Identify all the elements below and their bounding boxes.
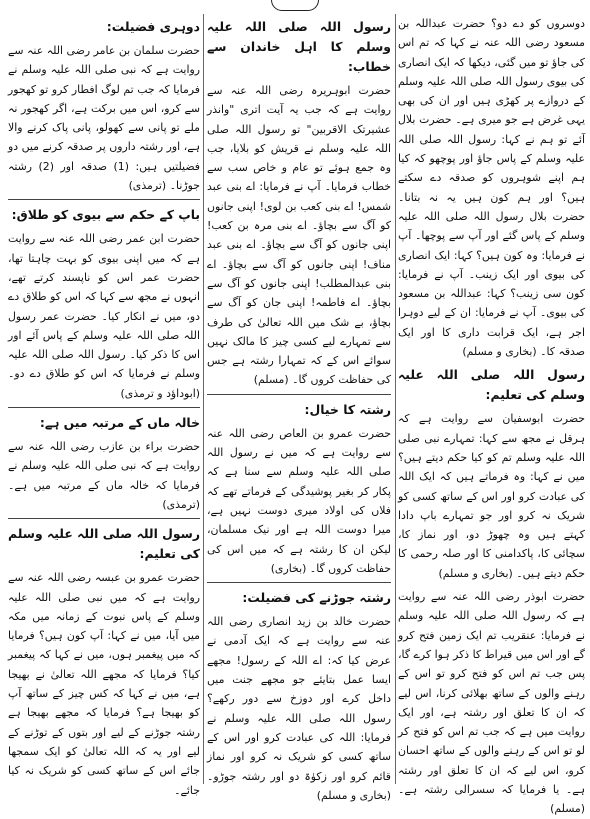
divider bbox=[8, 199, 200, 200]
paragraph: حضرت ابوذر رضی اللہ عنہ سے روایت ہے کہ رسول اللہ صلی اللہ علیہ وسلم نے فرمایا: عنقریب تم ایک زمین فتح کرو گے اور اس میں قیراط کا ذکر ہوا کرے گا، پس جب تم اس کو فتح کرو تو اس کے رہنے والوں کے ساتھ بھلائی کرنا، اس لیے کہ ان کا تعلق اور رشتہ ہے، اور ایک روایت میں ہے کہ جب تم اس کو فتح کر لو تو اس کے رہنے والوں کے ساتھ احسان کرو، اس لیے کہ ان کا تعلق اور رشتہ ہے۔ یا فرمایا کہ سسرالی رشتہ ہے۔ (مسلم) bbox=[398, 590, 585, 816]
paragraph: حضرت ابوسفیان سے روایت ہے کہ ہرقل نے مجھ سے کہا: تمہارے نبی صلی اللہ علیہ وسلم تم کو کیا حکم دیتے ہیں؟ میں نے کہا: وہ فرماتے ہیں کہ ایک اللہ کی عبادت کرو اور اس کے ساتھ کسی کو شریک نہ کرو اور جو تمہارے باپ دادا کہتے ہیں وہ چھوڑ دو، اور نماز کا، سچائی کا، پاکدامنی کا اور صلہ رحمی کا حکم دیتے ہیں۔ (بخاری و مسلم) bbox=[398, 412, 585, 580]
section-heading: رشتہ جوڑنے کی فضیلت: bbox=[242, 590, 391, 606]
paragraph: حضرت سلمان بن عامر رضی اللہ عنہ سے روایت ہے کہ نبی صلی اللہ علیہ وسلم نے فرمایا کہ جب تم لوگ افطار کرو تو کھجور سے کرو، اس میں برکت ہے، اگر کھجور نہ ملے تو پانی سے کھولو، پانی پاک کرنے والا ہے، اور رشتہ داروں پر صدقہ کرنے میں دو فضیلتیں ہیں: (1) صدقہ اور (2) رشتہ جوڑنا۔ (ترمذی) bbox=[8, 44, 200, 193]
paragraph: حضرت عمرو بن عبسہ رضی اللہ عنہ سے روایت ہے کہ میں نبی صلی اللہ علیہ وسلم کے پاس نبوت کے زمانہ میں مکہ میں آیا، میں نے کہا: آپ کون ہیں؟ فرمایا کہ میں پیغمبر ہوں، میں نے کہا کہ پیغمبر کیا؟ فرمایا کہ مجھے اللہ تعالیٰ نے بھیجا ہے، میں نے کہا کہ کس چیز کے ساتھ آپ کو بھیجا ہے؟ فرمایا کہ مجھے بھیجا ہے رشتہ جوڑنے کے لیے اور بتوں کے توڑنے کے لیے اور یہ کہ اللہ تعالیٰ کو ایک سمجھا جائے اس کے ساتھ کسی کو شریک نہ کیا جائے۔ bbox=[8, 571, 200, 797]
column-left bbox=[8, 14, 200, 797]
divider bbox=[8, 407, 200, 408]
column-right bbox=[398, 14, 585, 816]
paragraph: حضرت براء بن عازب رضی اللہ عنہ سے روایت ہے کہ نبی صلی اللہ علیہ وسلم نے فرمایا کہ خالہ ماں کے مرتبہ میں ہے۔ (ترمذی) bbox=[8, 440, 200, 511]
paragraph: حضرت ابن عمر رضی اللہ عنہ سے روایت ہے کہ میں اپنی بیوی کو بہت چاہتا تھا، حضرت عمر اس کو ناپسند کرتے تھے، انہوں نے مجھ سے کہا کہ اس کو طلاق دے دو، میں نے انکار کیا۔ حضرت عمر رسول اللہ صلی اللہ علیہ وسلم کے پاس آئے اور اس کا ذکر کیا۔ رسول اللہ صلی اللہ علیہ وسلم نے فرمایا کہ اس کو طلاق دے دو۔ (ابوداؤد و ترمذی) bbox=[8, 232, 200, 400]
divider bbox=[8, 518, 200, 519]
section-heading: رشتہ کا خیال: bbox=[304, 401, 391, 417]
divider bbox=[207, 582, 391, 583]
column-divider bbox=[395, 14, 396, 784]
top-ornament bbox=[271, 0, 319, 11]
section-heading: رسول اللہ صلی اللہ علیہ وسلم کا اہل خاندان سے خطاب: bbox=[207, 19, 391, 74]
column-divider bbox=[203, 14, 204, 784]
paragraph: حضرت خالد بن زید انصاری رضی اللہ عنہ سے روایت ہے کہ ایک آدمی نے عرض کیا کہ: اے اللہ کے رسول! مجھے ایسا عمل بتایئے جو مجھے جنت میں داخل کرے اور دوزخ سے دور رکھے؟ رسول اللہ صلی اللہ علیہ وسلم نے فرمایا: اللہ کی عبادت کرو اور اس کے ساتھ کسی کو شریک نہ کرو اور نماز قائم کرو اور زکوٰۃ دو اور رشتہ جوڑو۔ (بخاری و مسلم) bbox=[207, 615, 391, 802]
column-middle bbox=[207, 14, 391, 802]
section-heading: دوہری فضیلت: bbox=[106, 19, 200, 34]
section-heading: خالہ ماں کے مرتبہ میں ہے: bbox=[39, 415, 200, 431]
section-heading: باپ کے حکم سے بیوی کو طلاق: bbox=[11, 207, 200, 223]
divider bbox=[207, 394, 391, 395]
paragraph: حضرت ابوہریرہ رضی اللہ عنہ سے روایت ہے کہ جب یہ آیت اتری "وانذر عشیرتک الاقربین" تو رسول اللہ صلی اللہ علیہ وسلم نے قریش کو بلایا، جب وہ جمع ہوئے تو عام و خاص سب سے خطاب فرمایا۔ آپ نے فرمایا: اے بنی عبد شمس! اے بنی کعب بن لوی! اپنی جانوں کو آگ سے بچاؤ۔ اے بنی مرہ بن کعب! اپنی جانوں کو آگ سے بچاؤ۔ اے بنی عبد مناف! اپنی جانوں کو آگ سے بچاؤ۔ اے بنی عبدالمطلب! اپنی جانوں کو آگ سے بچاؤ۔ اے فاطمہ! اپنی جان کو آگ سے بچاؤ، بے شک میں اللہ تعالیٰ کی طرف سے تمہارے لیے کسی چیز کا مالک نہیں سوائے اس کے کہ تمہارا رشتہ ہے جس کی حفاظت کروں گا۔ (مسلم) bbox=[207, 84, 391, 387]
paragraph: حضرت عمرو بن العاص رضی اللہ عنہ سے روایت ہے کہ میں نے رسول اللہ صلی اللہ علیہ وسلم سے سنا ہے کہ پکار کر بغیر پوشیدگی کے فرماتے تھے کہ فلاں کی اولاد میری دوست نہیں ہے، میرا دوست اللہ ہے اور نیک مسلمان، لیکن ان کا رشتہ ہے کہ میں اس کی حفاظت کروں گا۔ (بخاری) bbox=[207, 426, 391, 575]
section-heading: رسول اللہ صلی اللہ علیہ وسلم کی تعلیم: bbox=[8, 526, 200, 562]
paragraph: دوسروں کو دے دو؟ حضرت عبداللہ بن مسعود رضی اللہ عنہ نے کہا کہ تم اس کی جاؤ تو میں گئی، دیکھا کہ ایک انصاری کی بیوی رسول اللہ صلی اللہ علیہ وسلم کے دروازے پر کھڑی ہیں اور ان کی بھی یہی غرض ہے جو میری ہے۔ حضرت بلال آئے تو ہم نے کہا: رسول اللہ صلی اللہ علیہ وسلم کے پاس جاؤ اور پوچھو کہ کیا ہم اپنے شوہروں کو صدقہ دے سکتے ہیں؟ اور ہم کون ہیں یہ نہ بتانا۔ حضرت بلال رسول اللہ صلی اللہ علیہ وسلم کے پاس گئے اور آپ سے پوچھا۔ آپ نے فرمایا: وہ کون ہیں؟ کہا: ایک انصاری کی بیوی اور ایک زینب۔ آپ نے فرمایا: کون سی زینب؟ کہا: عبداللہ بن مسعود کی بیوی۔ آپ نے فرمایا: ان کے لیے دوہرا اجر ہے، ایک قرابت داری کا اور ایک صدقہ کا۔ (بخاری و مسلم) bbox=[398, 17, 585, 359]
section-heading: رسول اللہ صلی اللہ علیہ وسلم کی تعلیم: bbox=[398, 367, 585, 403]
